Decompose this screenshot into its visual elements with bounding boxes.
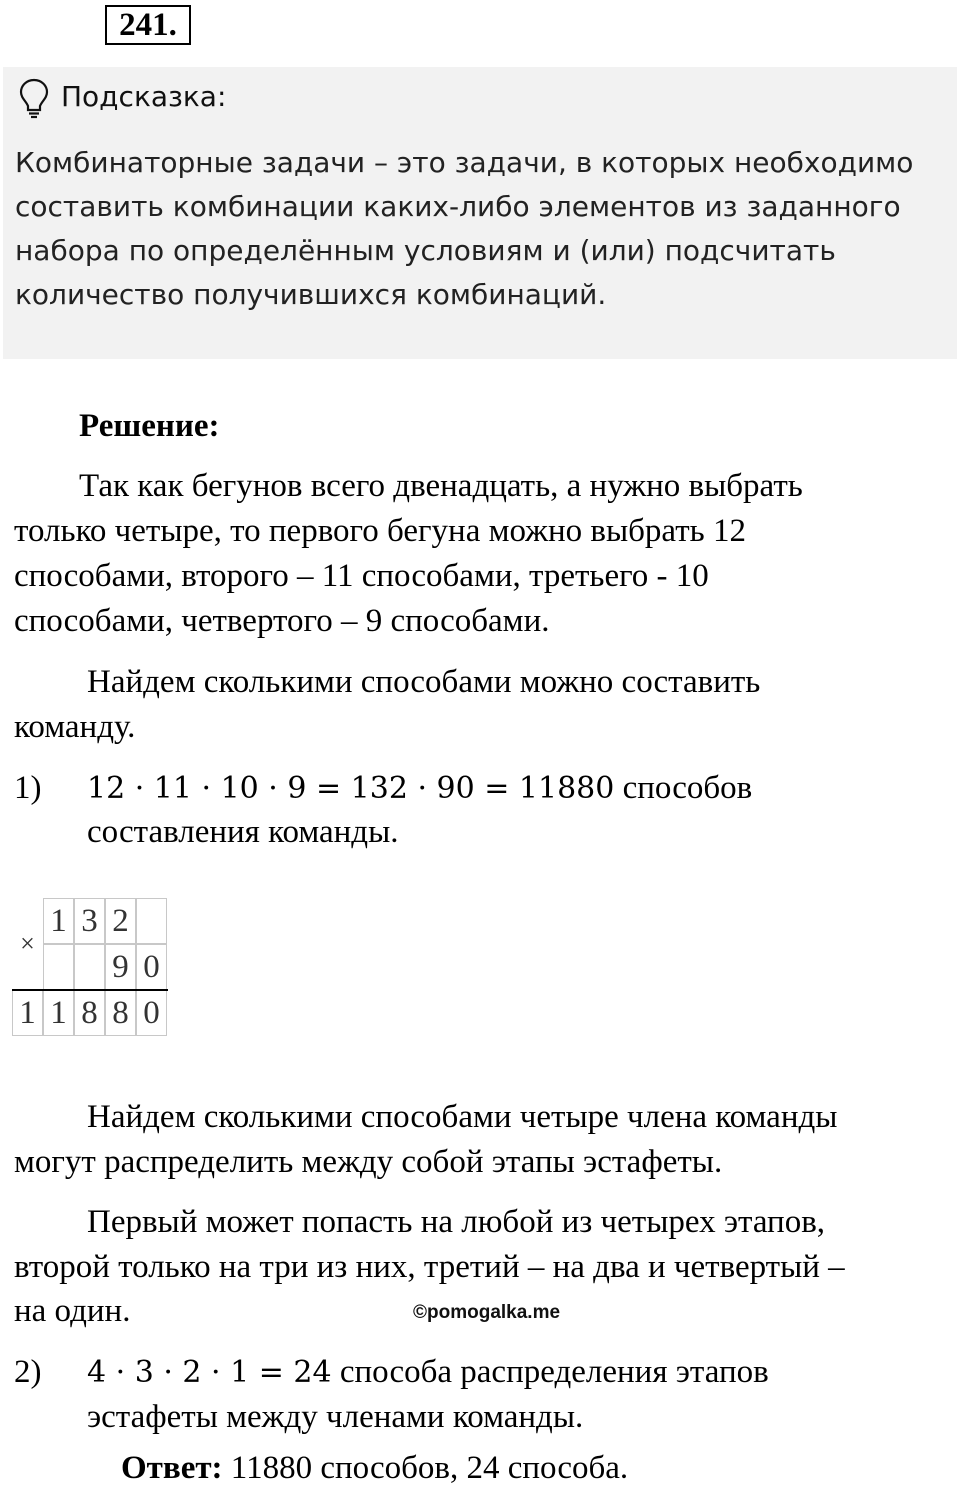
text-line: способами, четвертого – 9 способами. <box>14 603 550 639</box>
grid-cell: 0 <box>136 944 167 990</box>
step-2-line <box>87 1352 769 1393</box>
grid-cell: 1 <box>43 990 74 1036</box>
grid-cell <box>43 944 74 990</box>
result-line <box>12 989 168 991</box>
text-line: Первый может попасть на любой из четырех этапов, <box>87 1204 826 1240</box>
column-multiplication <box>12 898 172 1034</box>
hint-line: набора по определённым условиям и (или) подсчитать <box>15 234 836 267</box>
hint-line: количество получившихся комбинаций. <box>15 278 607 311</box>
lightbulb-icon <box>17 77 51 119</box>
watermark: ©pomogalka.me <box>413 1302 561 1323</box>
hint-box <box>3 67 957 359</box>
text-line: Найдем сколькими способами четыре члена команды <box>87 1099 838 1135</box>
hint-line: составить комбинации каких-либо элементов из заданного <box>15 190 901 223</box>
step-1-line2: составления команды. <box>87 814 399 850</box>
text-line: могут распределить между собой этапы эстафеты. <box>14 1144 723 1180</box>
grid-cell: 8 <box>105 990 136 1036</box>
text-line: на один. <box>14 1293 131 1329</box>
text-line: Найдем сколькими способами можно составить <box>87 664 761 700</box>
answer-label: Ответ: <box>121 1450 223 1486</box>
step-2-equation: 4 · 3 · 2 · 1 = 24 <box>87 1355 332 1390</box>
text-line: второй только на три из них, третий – на два и четвертый – <box>14 1249 845 1285</box>
grid-cell: 0 <box>136 990 167 1036</box>
grid-cell: 1 <box>12 990 43 1036</box>
text-line: способами, второго – 11 способами, третьего - 10 <box>14 558 709 594</box>
solution-heading: Решение: <box>79 408 220 444</box>
text-line: только четыре, то первого бегуна можно выбрать 12 <box>14 513 746 549</box>
multiply-sign: × <box>20 929 35 958</box>
grid-cell <box>136 898 167 944</box>
step-2-line2: эстафеты между членами команды. <box>87 1399 584 1435</box>
answer <box>121 1448 628 1488</box>
grid-cell: 8 <box>74 990 105 1036</box>
step-1-line <box>87 768 752 809</box>
grid-cell: 9 <box>105 944 136 990</box>
answer-text: 11880 способов, 24 способа. <box>222 1450 629 1486</box>
grid-cell: 1 <box>43 898 74 944</box>
step-1-tail: способов <box>614 770 753 806</box>
grid-cell: 3 <box>74 898 105 944</box>
step-2-number: 2) <box>14 1354 42 1390</box>
grid-cell: 2 <box>105 898 136 944</box>
step-2-tail: способа распределения этапов <box>331 1354 769 1390</box>
step-1-equation: 12 · 11 · 10 · 9 = 132 · 90 = 11880 <box>87 771 615 806</box>
text-line: команду. <box>14 709 136 745</box>
step-1-number: 1) <box>14 770 42 806</box>
hint-line: Комбинаторные задачи – это задачи, в которых необходимо <box>15 146 914 179</box>
grid-cell <box>74 944 105 990</box>
hint-title: Подсказка: <box>61 80 227 113</box>
task-number: 241. <box>105 5 191 45</box>
text-line: Так как бегунов всего двенадцать, а нужно выбрать <box>79 468 803 504</box>
